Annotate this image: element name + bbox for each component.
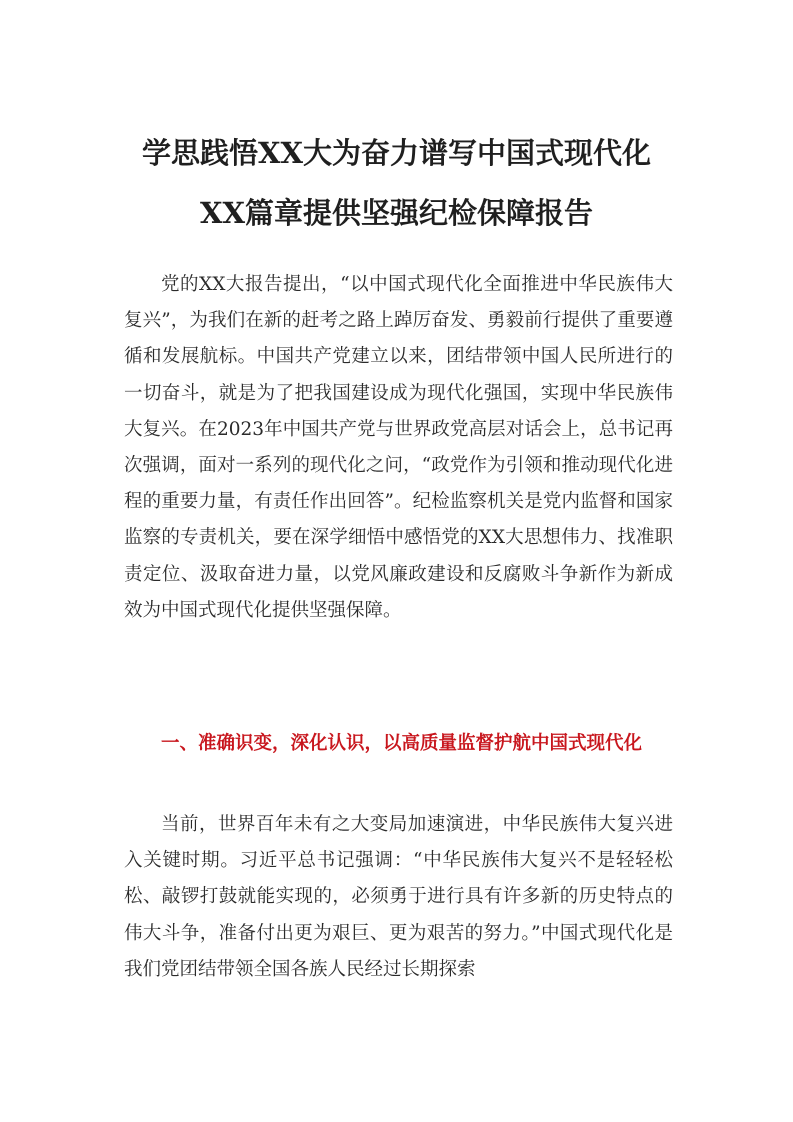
document-title-line-2: XX篇章提供坚强纪检保障报告 <box>199 196 593 230</box>
document-title-line-1: 学思践悟XX大为奋力谱写中国式现代化 <box>141 136 651 170</box>
section-heading-1: 一、准确识变，深化认识，以高质量监督护航中国式现代化 <box>161 733 643 754</box>
paragraph-intro: 党的XX大报告提出，“以中国式现代化全面推进中华民族伟大复兴”，为我们在新的赶考之路上踔厉奋发、勇毅前行提供了重要遵循和发展航标。中国共产党建立以来，团结带领中国人民所进行的一切奋斗，就是为了把我国建设成为现代化强国，实现中华民族伟大复兴。在2023年中国共产党与世界政党高层对话会上，总书记再次强调，面对一系列的现代化之问，“政党作为引领和推动现代化进程的重要力量，有责任作出回答”。纪检监察机关是党内监督和国家监察的专责机关，要在深学细悟中感悟党的XX大思想伟力、找准职责定位、汲取奋进力量，以党风廉政建设和反腐败斗争新作为新成效为中国式现代化提供坚强保障。 <box>124 274 673 621</box>
paragraph-section-1: 当前，世界百年未有之大变局加速演进，中华民族伟大复兴进入关键时期。习近平总书记强调：“中华民族伟大复兴不是轻轻松松、敲锣打鼓就能实现的，必须勇于进行具有许多新的历史特点的伟大斗争，准备付出更为艰巨、更为艰苦的努力。”中国式现代化是我们党团结带领全国各族人民经过长期探索 <box>124 814 673 980</box>
